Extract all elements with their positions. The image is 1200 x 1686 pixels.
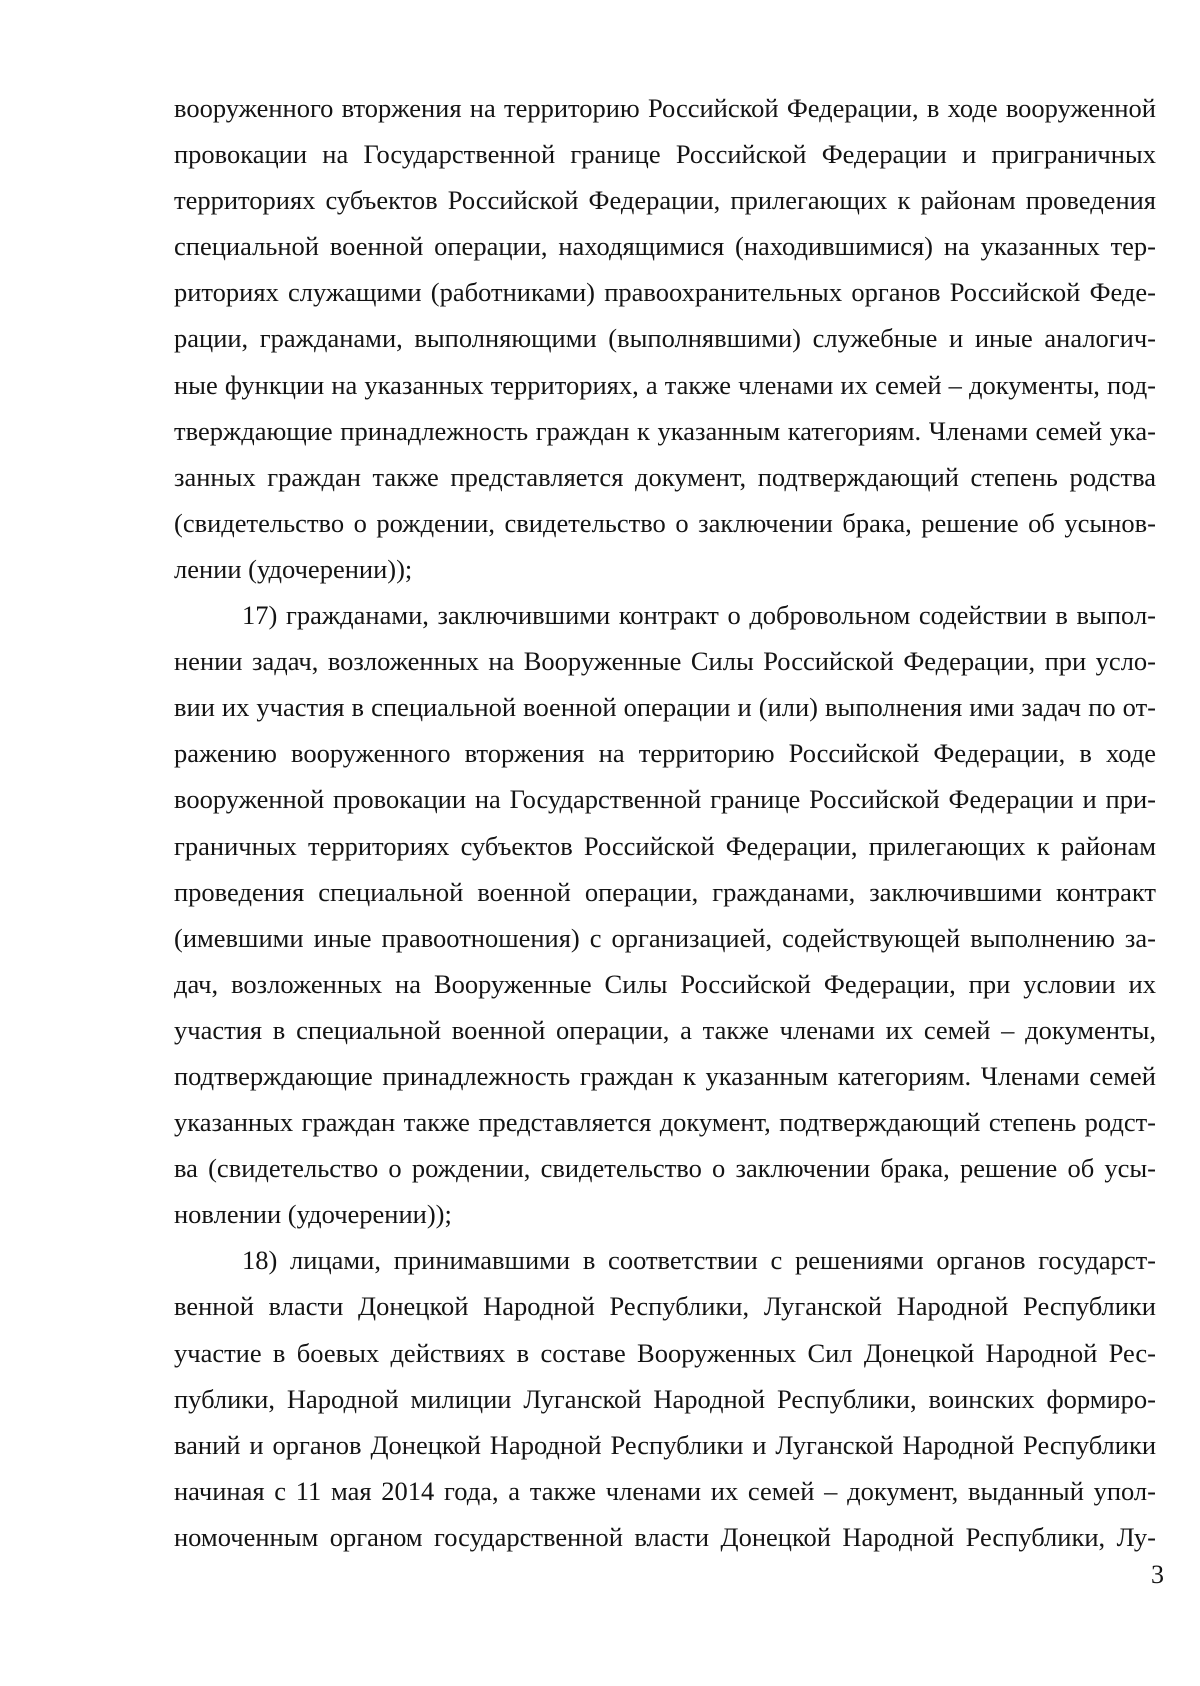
paragraph-17-first-line: 17) гражданами, заключившими контракт о добровольном содействии в выпол-	[242, 600, 1156, 631]
text-line: венной власти Донецкой Народной Республики, Луганской Народной Республики	[174, 1291, 1156, 1322]
text-line: рации, гражданами, выполняющими (выполнявшими) служебные и иные аналогич-	[174, 323, 1156, 354]
text-line: начиная с 11 мая 2014 года, а также членами их семей – документ, выданный упол-	[174, 1475, 1156, 1506]
text-line: (свидетельство о рождении, свидетельство о заключении брака, решение об усынов-	[174, 507, 1156, 538]
text-line: дач, возложенных на Вооруженные Силы Российской Федерации, при условии их	[174, 968, 1156, 999]
text-line: ва (свидетельство о рождении, свидетельство о заключении брака, решение об усы-	[174, 1153, 1156, 1184]
text-line: нении задач, возложенных на Вооруженные Силы Российской Федерации, при усло-	[174, 646, 1156, 677]
text-line: ные функции на указанных территориях, а также членами их семей – документы, под-	[174, 369, 1156, 400]
page-number: 3	[1151, 1560, 1164, 1589]
text-line: публики, Народной милиции Луганской Народной Республики, воинских формиро-	[174, 1383, 1156, 1414]
text-line: вии их участия в специальной военной операции и (или) выполнения ими задач по от-	[174, 692, 1156, 723]
text-line: риториях служащими (работниками) правоохранительных органов Российской Феде-	[174, 277, 1156, 308]
text-line: провокации на Государственной границе Российской Федерации и приграничных	[174, 139, 1156, 170]
text-line: территориях субъектов Российской Федерации, прилегающих к районам проведения	[174, 185, 1156, 216]
document-body	[174, 85, 1156, 1560]
text-line: новлении (удочерении));	[174, 1199, 452, 1230]
text-line: граничных территориях субъектов Российской Федерации, прилегающих к районам	[174, 830, 1156, 861]
text-line: (имевшими иные правоотношения) с организацией, содействующей выполнению за-	[174, 922, 1156, 953]
text-line: тверждающие принадлежность граждан к указанным категориям. Членами семей ука-	[174, 415, 1156, 446]
text-line: проведения специальной военной операции, гражданами, заключившими контракт	[174, 876, 1156, 907]
text-line: участие в боевых действиях в составе Вооруженных Сил Донецкой Народной Рес-	[174, 1337, 1156, 1368]
text-line: специальной военной операции, находящимися (находившимися) на указанных тер-	[174, 231, 1156, 262]
text-line: лении (удочерении));	[174, 553, 413, 584]
text-line: участия в специальной военной операции, а также членами их семей – документы,	[174, 1014, 1156, 1045]
text-line: вооруженного вторжения на территорию Российской Федерации, в ходе вооруженной	[174, 93, 1156, 123]
text-line: указанных граждан также представляется документ, подтверждающий степень родст-	[174, 1107, 1156, 1138]
text-line: ваний и органов Донецкой Народной Республики и Луганской Народной Республики	[174, 1429, 1156, 1460]
text-line: занных граждан также представляется документ, подтверждающий степень родства	[174, 461, 1156, 492]
text-line: номоченным органом государственной власти Донецкой Народной Республики, Лу-	[174, 1521, 1156, 1552]
paragraph-18-first-line: 18) лицами, принимавшими в соответствии с решениями органов государст-	[242, 1245, 1156, 1276]
text-line: подтверждающие принадлежность граждан к указанным категориям. Членами семей	[174, 1060, 1156, 1091]
text-line: ражению вооруженного вторжения на территорию Российской Федерации, в ходе	[174, 738, 1156, 769]
text-line: вооруженной провокации на Государственной границе Российской Федерации и при-	[174, 784, 1156, 815]
